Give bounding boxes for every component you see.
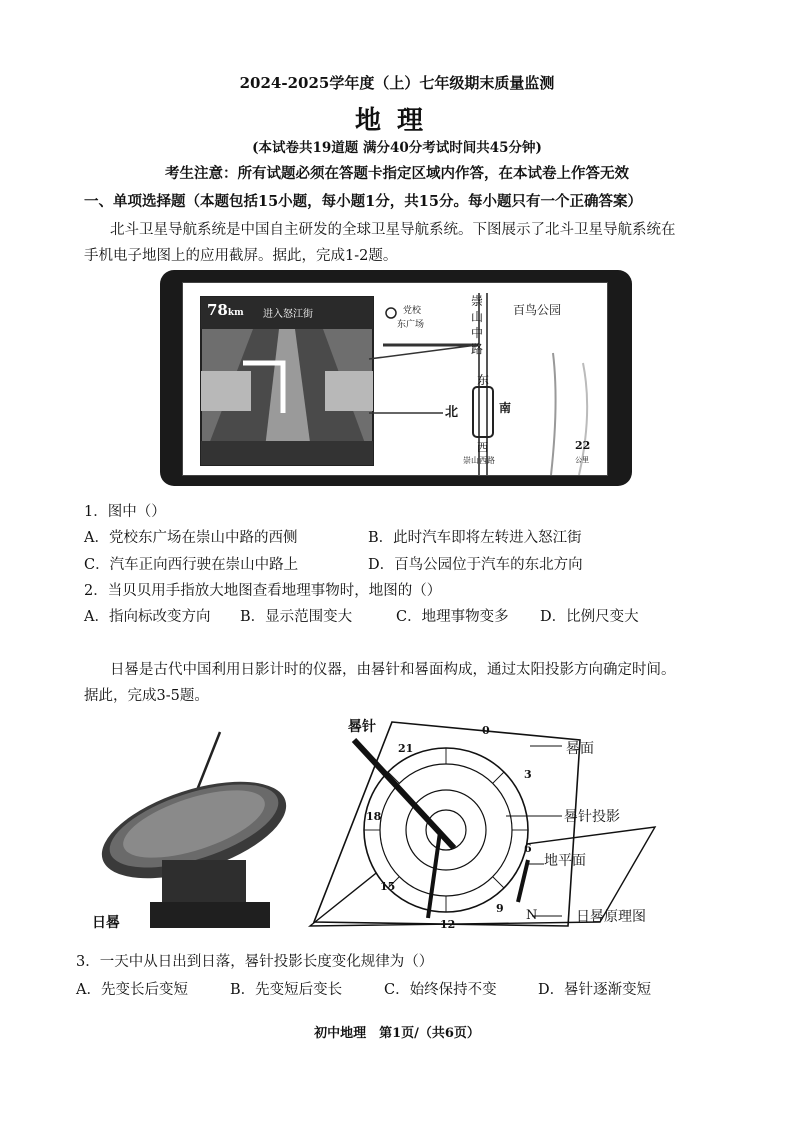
exam-info: (本试卷共19道题 满分40分考试时间共45分钟) bbox=[252, 140, 542, 156]
speed-value: 78 bbox=[207, 301, 228, 319]
q2-option-a: A．指向标改变方向 bbox=[84, 609, 211, 625]
map-label-east: 东 bbox=[477, 373, 490, 387]
intro-line-1: 北斗卫星导航系统是中国自主研发的全球卫星导航系统。下图展示了北斗卫星导航系统在 bbox=[110, 222, 676, 238]
hour-9: 9 bbox=[496, 902, 504, 915]
hour-6: 6 bbox=[524, 842, 532, 855]
exam-title: 2024-2025学年度（上）七年级期末质量监测 bbox=[239, 74, 555, 92]
subject-title: 地理 bbox=[354, 106, 439, 136]
page-footer: 初中地理 第1页/（共6页） bbox=[314, 1026, 480, 1041]
intro-line-2: 手机电子地图上的应用截屏。据此，完成1-2题。 bbox=[84, 248, 398, 264]
map-label-chongshan-road: 崇山中路 bbox=[471, 294, 484, 356]
map-label-party-school: 党校 bbox=[403, 306, 422, 316]
map-label-bottom-road: 崇山西路 bbox=[463, 456, 495, 465]
q2-option-d: D．比例尺变大 bbox=[540, 609, 639, 625]
label-north: N bbox=[526, 908, 538, 923]
q1-option-c: C．汽车正向西行驶在崇山中路上 bbox=[84, 557, 299, 573]
map-label-west: 西 bbox=[477, 441, 488, 454]
map-label-park: 百鸟公园 bbox=[513, 303, 562, 317]
label-sundial-face: 晷面 bbox=[566, 741, 594, 757]
hour-0: 0 bbox=[482, 724, 490, 737]
hour-21: 21 bbox=[398, 742, 414, 755]
label-gnomon: 晷针 bbox=[348, 719, 376, 735]
route-connector bbox=[183, 283, 607, 475]
q1-option-a: A．党校东广场在崇山中路的西侧 bbox=[84, 530, 298, 546]
map-label-south: 南 bbox=[499, 401, 512, 415]
sundial-photo-label: 日晷 bbox=[92, 915, 120, 931]
q3-option-a: A．先变长后变短 bbox=[76, 982, 188, 998]
hour-3: 3 bbox=[524, 768, 532, 781]
map-label-north: 北 bbox=[445, 405, 459, 420]
q1-option-b: B．此时汽车即将左转进入怒江街 bbox=[368, 530, 582, 546]
hour-18: 18 bbox=[366, 810, 382, 823]
label-gnomon-shadow: 晷针投影 bbox=[564, 809, 620, 825]
phone-navigation-figure bbox=[160, 270, 632, 486]
q2-option-c: C．地理事物变多 bbox=[396, 609, 509, 625]
section-heading: 一、单项选择题（本题包括15小题，每小题1分，共15分。每小题只有一个正确答案） bbox=[84, 193, 642, 210]
sundial-intro-line-2: 据此，完成3-5题。 bbox=[84, 688, 209, 704]
map-label-distance: 22 bbox=[575, 439, 591, 452]
map-label-square: 东广场 bbox=[397, 320, 425, 330]
q3-option-d: D．晷针逐渐变短 bbox=[538, 982, 652, 998]
q3-option-b: B．先变短后变长 bbox=[230, 982, 343, 998]
q3-stem: 3．一天中从日出到日落，晷针投影长度变化规律为（） bbox=[76, 954, 434, 970]
q2-option-b: B．显示范围变大 bbox=[240, 609, 353, 625]
q1-option-d: D．百鸟公园位于汽车的东北方向 bbox=[368, 557, 583, 573]
label-ground-plane: 地平面 bbox=[544, 853, 586, 869]
map-label-distance-unit: 公里 bbox=[575, 456, 589, 464]
speed-unit: km bbox=[227, 308, 244, 318]
q2-stem: 2．当贝贝用手指放大地图查看地理事物时，地图的（） bbox=[84, 583, 442, 599]
q1-stem: 1．图中（） bbox=[84, 504, 166, 520]
phone-screen bbox=[182, 282, 608, 476]
sundial-intro-line-1: 日晷是古代中国利用日影计时的仪器，由晷针和晷面构成，通过太阳投影方向确定时间。 bbox=[110, 662, 676, 678]
label-diagram-title: 日晷原理图 bbox=[576, 909, 646, 925]
q3-option-c: C．始终保持不变 bbox=[384, 982, 497, 998]
exam-notice: 考生注意：所有试题必须在答题卡指定区域内作答，在本试卷上作答无效 bbox=[165, 165, 629, 182]
sundial-photo bbox=[84, 712, 298, 934]
hour-15: 15 bbox=[380, 880, 396, 893]
hour-12: 12 bbox=[440, 918, 456, 931]
next-road-label: 进入怒江街 bbox=[263, 309, 313, 320]
